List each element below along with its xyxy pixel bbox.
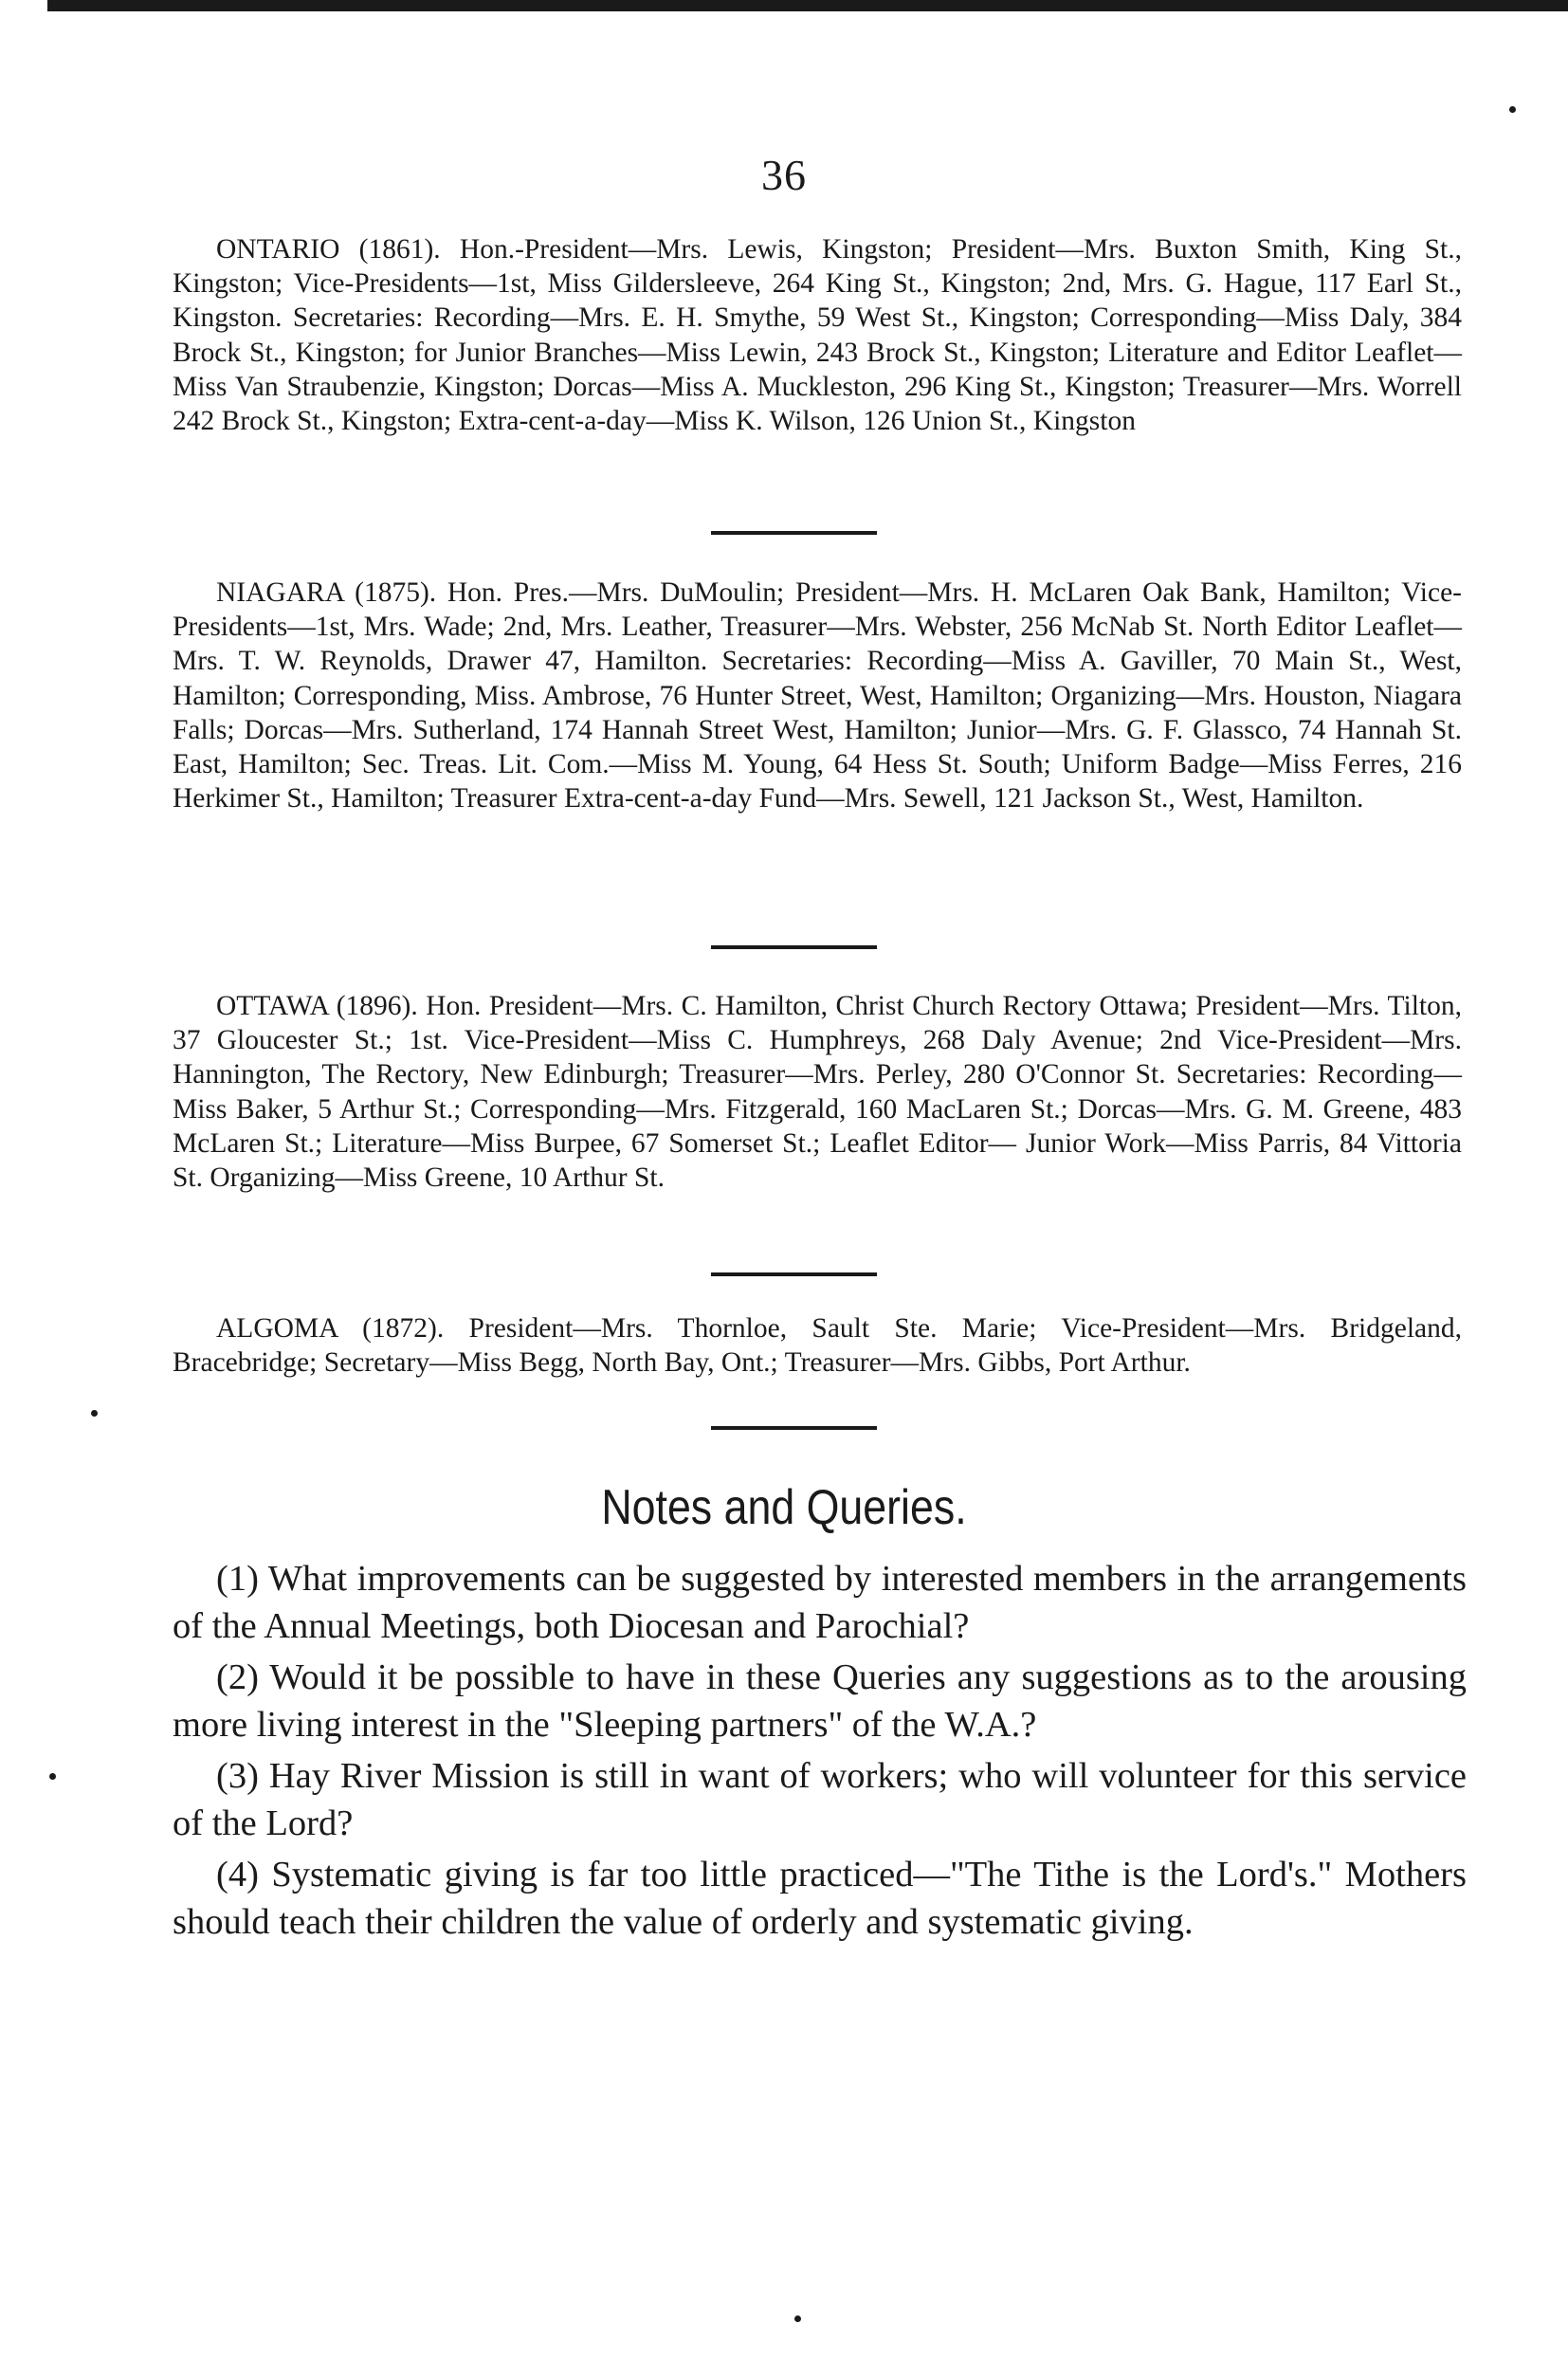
diocese-ontario xyxy=(173,232,1462,438)
diocese-ottawa-text: OTTAWA (1896). Hon. President—Mrs. C. Hamilton, Christ Church Rectory Ottawa; President—Mrs. Tilton, 37 Gloucester St.; 1st. Vice-President—Miss C. Humphreys, 268 Daly Avenue; 2nd Vice-President—Mrs. Hannington, The Rectory, New Edinburgh; Treasurer—Mrs. Perley, 280 O'Connor St. Secretaries: Recording—Miss Baker, 5 Arthur St.; Corresponding—Mrs. Fitzgerald, 160 MacLaren St.; Dorcas—Mrs. G. M. Greene, 483 McLaren St.; Literature—Miss Burpee, 67 Somerset St.; Leaflet Editor— Junior Work—Miss Parris, 84 Vittoria St. Organizing—Miss Greene, 10 Arthur St. xyxy=(173,991,1462,1194)
section-divider xyxy=(711,945,877,949)
note-item: (4) Systematic giving is far too little practiced—"The Tithe is the Lord's." Mothers should teach their children the value of orderly and systematic giving. xyxy=(173,1855,1467,1942)
diocese-algoma xyxy=(173,1311,1462,1380)
diocese-ottawa xyxy=(173,989,1462,1195)
notes-heading: Notes and Queries. xyxy=(601,1480,967,1535)
section-divider xyxy=(711,531,877,535)
section-divider xyxy=(711,1272,877,1276)
speck-mark xyxy=(794,2315,801,2322)
diocese-ontario-text: ONTARIO (1861). Hon.-President—Mrs. Lewis, Kingston; President—Mrs. Buxton Smith, King St., Kingston; Vice-Presidents—1st, Miss Gildersleeve, 264 King St., Kingston; 2nd, Mrs. G. Hague, 117 Earl St., Kingston. Secretaries: Recording—Mrs. E. H. Smythe, 59 West St., Kingston; Corresponding—Miss Daly, 384 Brock St., Kingston; for Junior Branches—Miss Lewin, 243 Brock St., Kingston; Literature and Editor Leaflet—Miss Van Straubenzie, Kingston; Dorcas—Miss A. Muckleston, 296 King St., Kingston; Treasurer—Mrs. Worrell 242 Brock St., Kingston; Extra-cent-a-day—Miss K. Wilson, 126 Union St., Kingston xyxy=(173,234,1462,437)
diocese-niagara xyxy=(173,576,1462,815)
speck-mark xyxy=(91,1410,98,1417)
top-border-rule xyxy=(47,0,1568,11)
speck-mark xyxy=(49,1773,56,1780)
diocese-niagara-text: NIAGARA (1875). Hon. Pres.—Mrs. DuMoulin; President—Mrs. H. McLaren Oak Bank, Hamilton; Vice-Presidents—1st, Mrs. Wade; 2nd, Mrs. Leather, Treasurer—Mrs. Webster, 256 McNab St. North Editor Leaflet—Mrs. T. W. Reynolds, Drawer 47, Hamilton. Secretaries: Recording—Miss A. Gaviller, 70 Main St., West, Hamilton; Corresponding, Miss. Ambrose, 76 Hunter Street, West, Hamilton; Organizing—Mrs. Houston, Niagara Falls; Dorcas—Mrs. Sutherland, 174 Hannah Street West, Hamilton; Junior—Mrs. G. F. Glassco, 74 Hannah St. East, Hamilton; Sec. Treas. Lit. Com.—Miss M. Young, 64 Hess St. South; Uniform Badge—Miss Ferres, 216 Herkimer St., Hamilton; Treasurer Extra-cent-a-day Fund—Mrs. Sewell, 121 Jackson St., West, Hamilton. xyxy=(173,577,1462,814)
section-divider xyxy=(711,1426,877,1430)
page-number: 36 xyxy=(761,151,807,199)
note-item: (2) Would it be possible to have in these Queries any suggestions as to the arousing more living interest in the "Sleeping partners" of the W.A.? xyxy=(173,1657,1467,1745)
note-item: (3) Hay River Mission is still in want of workers; who will volunteer for this service of the Lord? xyxy=(173,1756,1467,1843)
notes-list xyxy=(173,1555,1467,1949)
note-item: (1) What improvements can be suggested by interested members in the arrangements of the Annual Meetings, both Diocesan and Parochial? xyxy=(173,1559,1467,1646)
speck-mark xyxy=(1509,106,1516,113)
diocese-algoma-text: ALGOMA (1872). President—Mrs. Thornloe, Sault Ste. Marie; Vice-President—Mrs. Bridgeland, Bracebridge; Secretary—Miss Begg, North Bay, Ont.; Treasurer—Mrs. Gibbs, Port Arthur. xyxy=(173,1313,1462,1379)
